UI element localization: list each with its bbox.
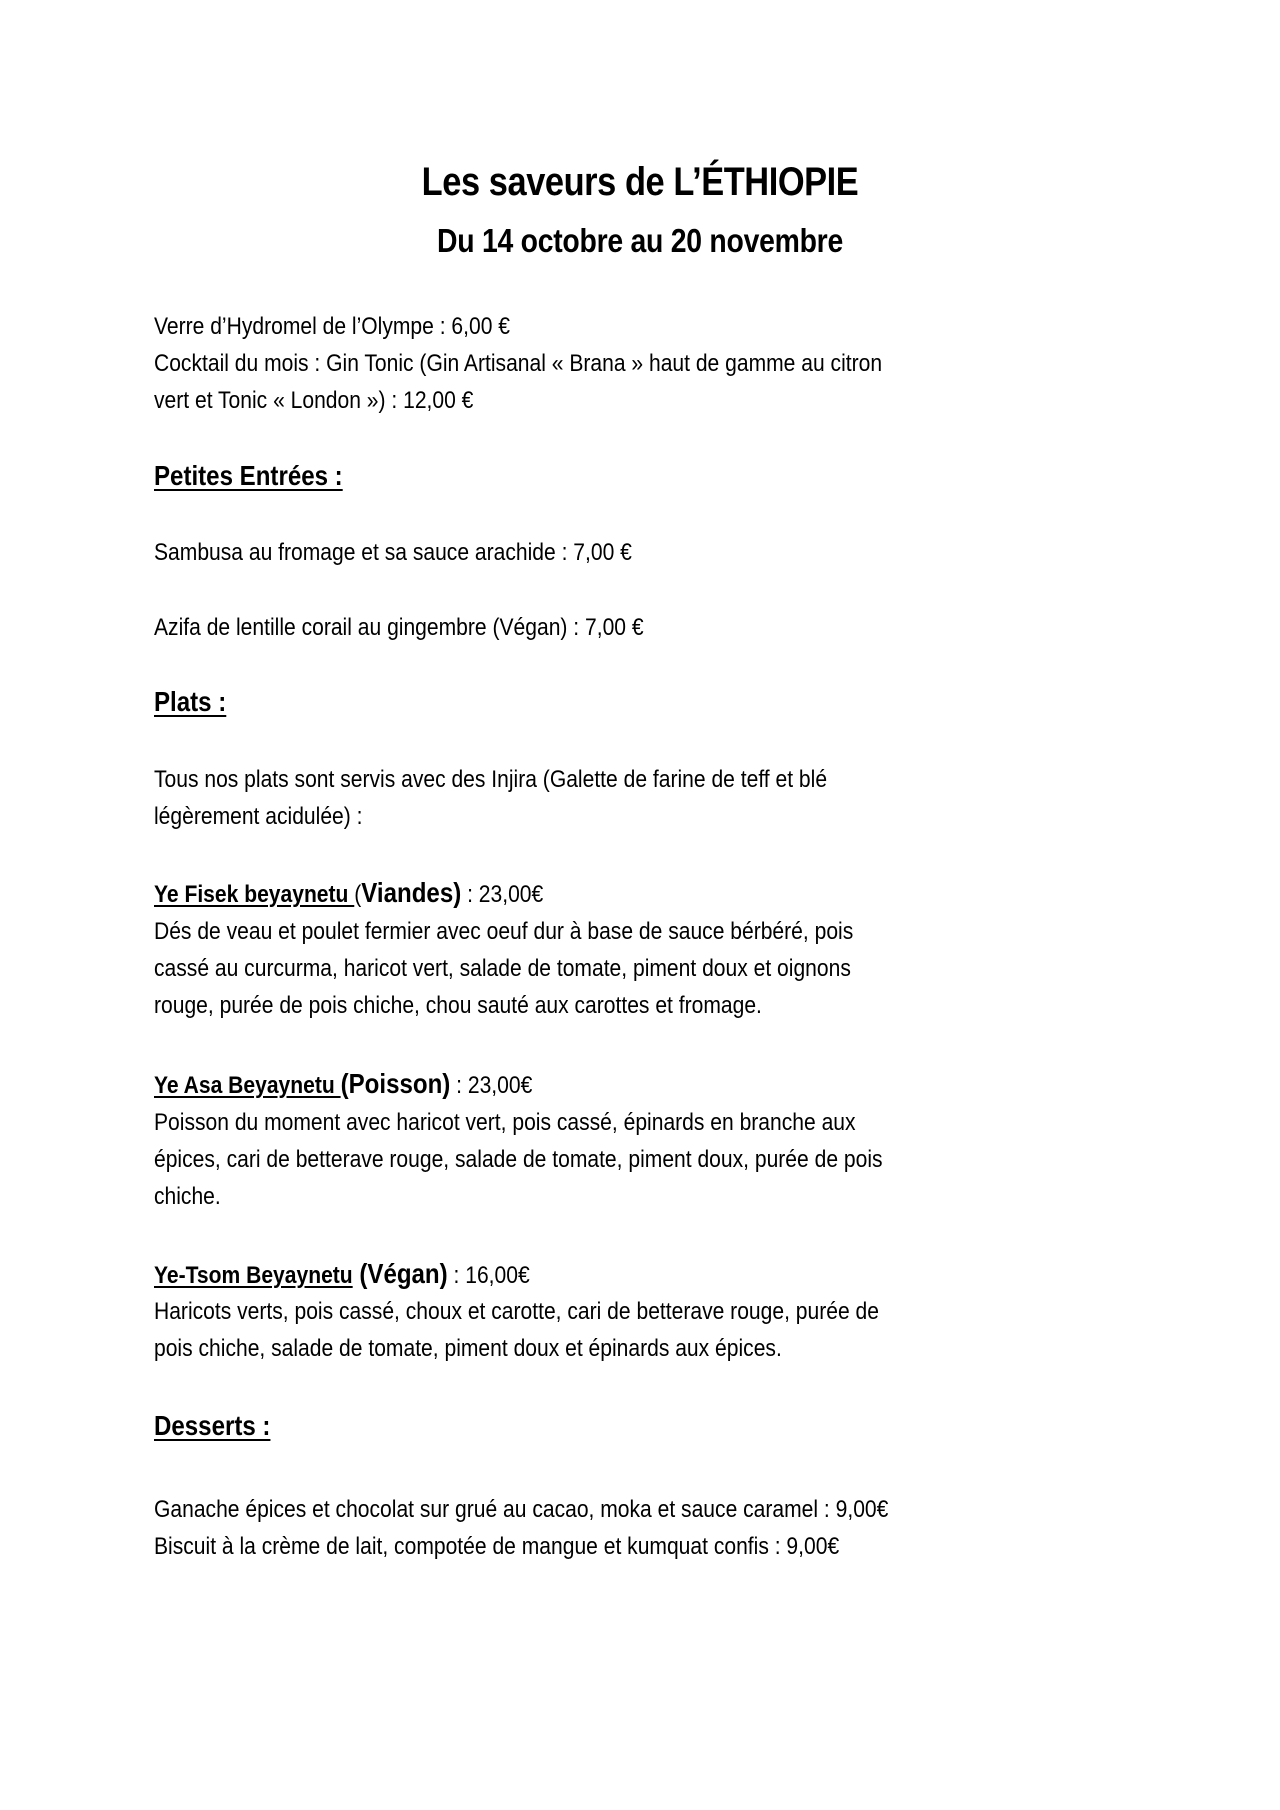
- dish-description-line: Haricots verts, pois cassé, choux et carotte, cari de betterave rouge, purée de: [154, 1298, 879, 1325]
- drink-line: Cocktail du mois : Gin Tonic (Gin Artisanal « Brana » haut de gamme au citron: [154, 350, 883, 377]
- dish-description-line: rouge, purée de pois chiche, chou sauté aux carottes et fromage.: [154, 992, 762, 1019]
- starter-item: Sambusa au fromage et sa sauce arachide : 7,00 €: [154, 539, 632, 566]
- dish-title-viandes: [154, 877, 543, 909]
- dish-category: (Végan): [352, 1258, 448, 1289]
- dish-name: Ye Asa Beyaynetu: [154, 1072, 341, 1099]
- dish-price: : 16,00€: [447, 1262, 530, 1289]
- page-subtitle: Du 14 octobre au 20 novembre: [436, 222, 844, 259]
- dish-title-poisson: [154, 1068, 532, 1100]
- dish-paren: (: [354, 881, 362, 908]
- dessert-item: Biscuit à la crème de lait, compotée de mangue et kumquat confis : 9,00€: [154, 1533, 840, 1560]
- section-heading-starters: Petites Entrées :: [154, 460, 343, 491]
- dish-description-line: cassé au curcurma, haricot vert, salade de tomate, piment doux et oignons: [154, 955, 851, 982]
- dish-price: : 23,00€: [450, 1072, 533, 1099]
- dish-description-line: épices, cari de betterave rouge, salade de tomate, piment doux, purée de pois: [154, 1146, 883, 1173]
- mains-intro-line: Tous nos plats sont servis avec des Injira (Galette de farine de teff et blé: [154, 766, 828, 793]
- dish-description-line: pois chiche, salade de tomate, piment doux et épinards aux épices.: [154, 1335, 782, 1362]
- dish-name: Ye Fisek beyaynetu: [154, 881, 355, 908]
- dish-name: Ye-Tsom Beyaynetu: [154, 1262, 353, 1289]
- dish-category: (Poisson): [340, 1068, 451, 1099]
- dish-category: Viandes): [361, 877, 462, 908]
- drink-line: Verre d’Hydromel de l’Olympe : 6,00 €: [154, 313, 511, 340]
- dish-description-line: chiche.: [154, 1183, 221, 1210]
- dish-price: : 23,00€: [461, 881, 544, 908]
- drink-line: vert et Tonic « London ») : 12,00 €: [154, 387, 474, 414]
- mains-intro-line: légèrement acidulée) :: [154, 803, 363, 830]
- dish-title-vegan: [154, 1258, 530, 1290]
- dish-description-line: Poisson du moment avec haricot vert, pois cassé, épinards en branche aux: [154, 1109, 856, 1136]
- section-heading-mains: Plats :: [154, 686, 227, 717]
- starter-item: Azifa de lentille corail au gingembre (Végan) : 7,00 €: [154, 614, 644, 641]
- page-title: Les saveurs de L’ÉTHIOPIE: [421, 160, 859, 204]
- section-heading-desserts: Desserts :: [154, 1410, 271, 1441]
- dish-description-line: Dés de veau et poulet fermier avec oeuf dur à base de sauce bérbéré, pois: [154, 918, 854, 945]
- dessert-item: Ganache épices et chocolat sur grué au cacao, moka et sauce caramel : 9,00€: [154, 1496, 889, 1523]
